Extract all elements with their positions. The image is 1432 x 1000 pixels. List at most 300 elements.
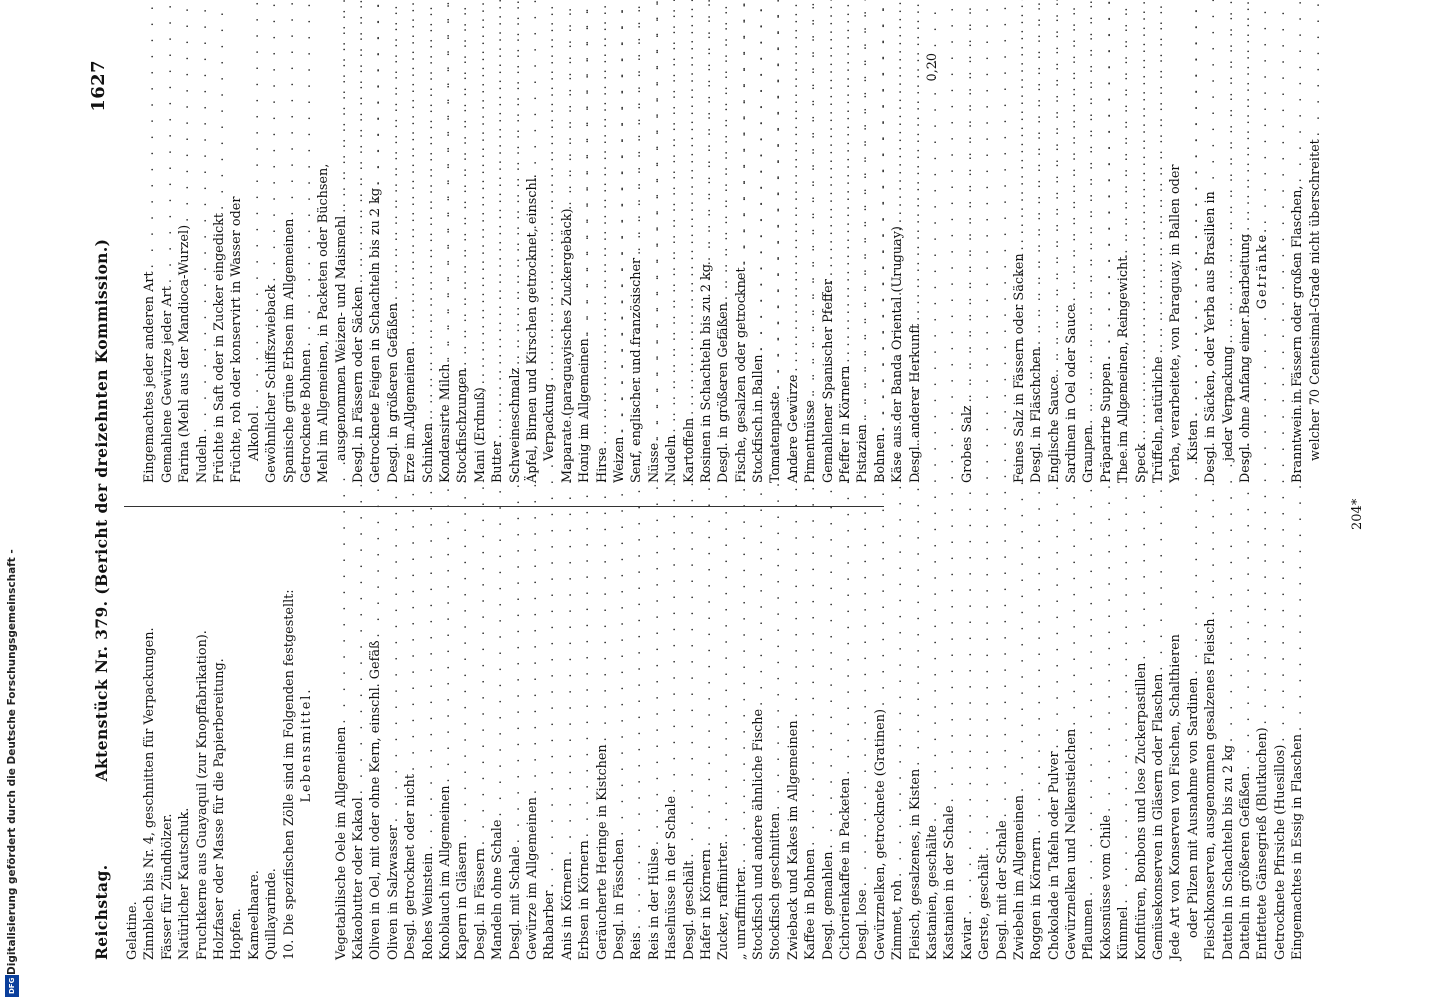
leader-dots (333, 0, 350, 213)
row-label: Desgl. geschält (681, 860, 697, 960)
leader-dots (402, 0, 419, 345)
table-row (541, 530, 558, 960)
table-row (194, 530, 211, 960)
row-label: Kisten (1185, 419, 1201, 461)
table-row (472, 53, 489, 483)
table-row (750, 53, 767, 483)
row-label: Yerba, verarbeitete, von Paraguay, in Ballen oder (1168, 164, 1184, 483)
table-row (246, 530, 263, 960)
leader-dots (1307, 0, 1324, 136)
leader-dots (767, 0, 784, 389)
table-row (924, 53, 941, 483)
table-row (420, 53, 437, 483)
leader-dots (628, 0, 645, 255)
row-label: Mandeln ohne Schale (490, 819, 506, 960)
row-label: Anis in Körnern (559, 858, 575, 960)
table-row (333, 530, 350, 960)
row-label: Sardinen in Oel oder Sauce (1064, 304, 1080, 483)
table-row (646, 53, 663, 483)
row-label: Thee im Allgemeinen, Reingewicht (1116, 256, 1132, 483)
leader-dots (1080, 0, 1097, 424)
row-value: 0,20 (924, 53, 940, 82)
table-row (141, 53, 158, 483)
row-label: Bohnen (872, 433, 888, 483)
table-row (1272, 530, 1289, 960)
row-label: Verpackung (542, 383, 558, 461)
row-label: oder Pilzen mit Ausnahme von Sardinen (1185, 677, 1201, 938)
leader-dots (1046, 0, 1063, 373)
row-label: Schinken (420, 422, 436, 483)
leader-dots (889, 0, 906, 223)
row-label: Gewöhnlicher Schiffszwieback (264, 284, 280, 483)
row-label: Kakaobutter oder Kakaol (351, 797, 367, 960)
row-label: Desgl. ohne Anfang einer Bearbeitung (1238, 233, 1253, 483)
row-label: Rohes Weinstein (420, 852, 436, 960)
row-label: Feines Salz in Fässern oder Säcken (1011, 253, 1027, 483)
table-row (1133, 53, 1150, 483)
table-row (1220, 530, 1237, 960)
table-row (176, 53, 193, 483)
row-label: Präparirte Suppen (1098, 362, 1114, 483)
table-row (1011, 530, 1028, 960)
row-label: Gemüsekonserven in Gläsern oder Flaschen (1151, 673, 1167, 960)
table-row (733, 53, 750, 483)
table-row (159, 53, 176, 483)
digitization-sidebar (0, 0, 30, 1000)
table-row (1202, 53, 1219, 483)
table-row (1150, 53, 1167, 483)
row-label: Zinnblech bis Nr. 4, geschnitten für Verpackungen. (142, 627, 158, 960)
row-label: Reis in der Hülse (646, 848, 662, 960)
table-row (994, 53, 1011, 483)
leader-dots (385, 0, 402, 300)
table-row (750, 530, 767, 960)
table-row (437, 530, 454, 960)
leader-dots (907, 0, 924, 321)
leader-dots (298, 0, 315, 346)
table-row (994, 530, 1011, 960)
leader-dots (681, 0, 698, 415)
table-row (524, 53, 541, 483)
row-label: Fleischkonserven, ausgenommen gesalzenes Fleisch (1203, 618, 1219, 960)
row-label: Desgl. in Fässchen (611, 838, 627, 960)
row-label: Kaviar (959, 917, 975, 960)
table-row (785, 530, 802, 960)
table-row (228, 53, 245, 483)
table-row (454, 53, 471, 483)
row-label: Roggen in Körnern (1029, 836, 1045, 960)
leader-dots (715, 0, 732, 300)
leader-dots (1063, 0, 1080, 301)
table-row (611, 530, 628, 960)
row-label: Natürlicher Kautschuk. (177, 807, 193, 960)
table-row (367, 530, 384, 960)
table-row (263, 530, 280, 960)
table-row (1046, 53, 1063, 483)
column-divider (124, 506, 884, 507)
row-label: jeder Verpackung (1220, 346, 1236, 461)
row-label: Alkohol (246, 412, 262, 461)
row-label: Kaffee in Bohnen (803, 848, 819, 960)
table-row (541, 53, 558, 483)
row-label: Schweineschmalz (507, 367, 523, 483)
table-row (976, 530, 993, 960)
leader-dots (576, 0, 593, 335)
row-label: Hopfen. (229, 908, 245, 960)
leader-dots (246, 0, 263, 409)
table-row (402, 53, 419, 483)
row-label: Graupen (1081, 426, 1097, 483)
row-label: Käse aus der Banda Oriental (Uruguay) (890, 226, 906, 483)
table-row (872, 530, 889, 960)
row-label: Andere Gewürze (785, 374, 801, 483)
table-row (263, 53, 280, 483)
row-label: Spanische grüne Erbsen im Allgemeinen (281, 218, 297, 483)
table-row (820, 530, 837, 960)
leader-dots (507, 0, 524, 365)
table-row (281, 530, 298, 960)
table-row (767, 530, 784, 960)
table-row (976, 53, 993, 483)
row-label: Stockfisch und andere ähnliche Fische (751, 708, 767, 960)
leader-dots (211, 0, 228, 210)
leader-dots (854, 0, 871, 421)
row-label: Desgl. in Fässern oder Säcken (351, 286, 367, 483)
table-row (1080, 530, 1097, 960)
table-row (663, 530, 680, 960)
row-label: Quillayarinde. (264, 868, 280, 960)
row-label: Rhabarber (542, 890, 558, 960)
table-row (698, 53, 715, 483)
table-row (1307, 53, 1324, 483)
row-label: Weizen (611, 436, 627, 483)
table-row (246, 53, 263, 483)
table-row (489, 53, 506, 483)
table-row (698, 530, 715, 960)
table-row (854, 53, 871, 483)
row-label: Mehl im Allgemeinen, in Packeten oder Büchsen, (316, 163, 332, 483)
row-label: Tomatenpaste (768, 391, 784, 483)
leader-dots (1220, 0, 1237, 343)
row-label: ausgenommen Weizen- und Maismehl (333, 215, 349, 461)
row-label: Getränke. (1255, 226, 1271, 310)
table-row (907, 530, 924, 960)
leader-dots (1150, 0, 1167, 353)
table-row (802, 53, 819, 483)
row-label: Trüffeln, natürliche (1151, 356, 1167, 483)
leader-dots (1098, 0, 1115, 360)
row-label: Erbsen in Körnern (577, 840, 593, 960)
table-row (1133, 530, 1150, 960)
table-row (663, 53, 680, 483)
row-label: Desgl. in Fässern (472, 848, 488, 960)
row-label: Desgl. in größeren Gefäßen (716, 303, 732, 483)
header-left: Reichstag. (92, 864, 111, 960)
leader-dots (420, 0, 437, 420)
table-row (1185, 530, 1202, 960)
dfg-logo: DFG (5, 975, 19, 997)
table-row (367, 53, 384, 483)
table-row (350, 53, 367, 483)
leader-dots (802, 0, 819, 397)
table-row (385, 53, 402, 483)
table-row (959, 53, 976, 483)
table-row (959, 530, 976, 960)
row-label: Kastanien in der Schale (942, 805, 958, 960)
row-label: Getrocknete Feigen in Schachteln bis zu 2 kg (368, 187, 384, 483)
table-row (872, 53, 889, 483)
table-row (802, 530, 819, 960)
table-row (1167, 530, 1184, 960)
row-label: Datteln in Schachteln bis zu 2 kg (1220, 744, 1236, 960)
row-label: Stockfisch geschnitten (768, 812, 784, 960)
table-row (176, 530, 193, 960)
table-row (1011, 53, 1028, 483)
table-row (333, 53, 350, 483)
row-label: Erze im Allgemeinen (403, 347, 419, 483)
table-row (1254, 530, 1271, 960)
table-row (298, 53, 315, 483)
row-label: Lebensmittel. (298, 687, 314, 803)
row-label: Jede Art von Konserven von Fischen, Schalthieren (1168, 634, 1184, 960)
row-label: Eingemachtes in Essig in Flaschen (1290, 734, 1306, 960)
table-row (350, 530, 367, 960)
table-row (524, 530, 541, 960)
table-row (1080, 53, 1097, 483)
table-row (681, 530, 698, 960)
leader-dots (176, 0, 193, 222)
row-label: Zimmet, roh (890, 879, 906, 960)
row-label: Eingemachtes jeder anderen Art (142, 271, 158, 483)
row-label: Vegetabilische Oele im Allgemeinen (333, 726, 349, 960)
table-row (437, 53, 454, 483)
row-label: Fische, gesalzen oder getrocknet (733, 267, 749, 483)
leader-dots (646, 0, 663, 440)
row-label: Cichorienkaffee in Packeten (838, 777, 854, 960)
table-row (1150, 530, 1167, 960)
leader-dots (472, 0, 489, 384)
row-label: Gemahlene Gewürze jeder Art (159, 286, 175, 483)
table-row (1098, 53, 1115, 483)
row-label: Äpfel, Birnen und Kirschen getrocknet, einschl. (524, 174, 540, 483)
row-label: Gemahlener Spanischer Pfeffer (820, 279, 836, 483)
leader-dots (1011, 0, 1028, 250)
table-row (194, 53, 211, 483)
leader-dots (454, 0, 471, 366)
table-row (1028, 53, 1045, 483)
leader-dots (437, 0, 454, 361)
row-label: Früchte in Saft oder in Zucker eingedickt (211, 212, 227, 483)
table-row (124, 530, 141, 960)
table-row (559, 53, 576, 483)
table-row (820, 53, 837, 483)
leader-dots (837, 0, 854, 363)
table-row (141, 530, 158, 960)
table-row (420, 530, 437, 960)
row-label: „ unraffinirter. (733, 865, 749, 960)
table-row (1272, 53, 1289, 483)
row-label: Pflaumen (1081, 899, 1097, 960)
row-label: Fässer für Zündhölzer. (159, 813, 175, 960)
row-label: Zwieback und Kakes im Allgemeinen (785, 720, 801, 960)
table-row (507, 530, 524, 960)
table-row (298, 530, 315, 960)
leader-dots (1133, 0, 1150, 441)
row-label: Pistazien (855, 424, 871, 483)
table-row (1237, 53, 1254, 483)
row-label: Rosinen in Schachteln bis zu 2 kg (698, 264, 714, 483)
row-label: Kondensirte Milch (438, 363, 454, 483)
row-label: Nudeln (194, 435, 210, 483)
row-label: Zucker, raffinirter. (716, 840, 732, 960)
sidebar-text: Digitalisierung gefördert durch die Deutsche Forschungsgemeinschaft - (6, 549, 18, 975)
row-label: Datteln in größeren Gefäßen (1238, 772, 1253, 960)
row-label: Desgl. gemahlen (820, 851, 836, 960)
leader-dots (281, 0, 298, 216)
table-row (715, 53, 732, 483)
table-row (1115, 53, 1132, 483)
leader-dots (733, 0, 750, 264)
leader-dots (785, 0, 802, 372)
table-row (594, 530, 611, 960)
row-label: Pimentnüsse (803, 400, 819, 483)
table-row (628, 53, 645, 483)
page-number: 1627 (88, 60, 109, 112)
table-row (576, 530, 593, 960)
table-row (1063, 530, 1080, 960)
row-label: Honig im Allgemeinen (577, 338, 593, 483)
leader-dots (1115, 0, 1132, 254)
table-row (159, 530, 176, 960)
table-row (559, 530, 576, 960)
row-label: Desgl. anderer Herkunft (907, 323, 923, 483)
header-title: Aktenstück Nr. 379. (Bericht der dreizehnten Kommission.) (92, 238, 111, 782)
row-label: Gewürznelken und Nelkenstielchen (1064, 728, 1080, 960)
table-row (1167, 53, 1184, 483)
table-row (785, 53, 802, 483)
leader-dots (350, 0, 367, 283)
row-label: Maparate (paraguayisches Zuckergebäck) (559, 208, 575, 483)
leader-dots (872, 0, 889, 431)
leader-dots (750, 0, 767, 351)
leader-dots (367, 0, 384, 185)
table-row (576, 53, 593, 483)
table-row (1046, 530, 1063, 960)
row-label: Stockfischzungen (455, 368, 471, 483)
table-row (941, 530, 958, 960)
row-label: Desgl. in Fläschchen (1029, 347, 1045, 483)
table-row (889, 530, 906, 960)
row-label: welcher 70 Centesimal-Grade nicht überschreitet (1307, 139, 1323, 461)
table-row (454, 530, 471, 960)
row-label: Gewürze im Allgemeinen (524, 797, 540, 960)
leader-dots (489, 0, 506, 438)
table-row (837, 53, 854, 483)
table-row (1063, 53, 1080, 483)
table-row (489, 530, 506, 960)
row-label: Hirse (594, 447, 610, 483)
table-row (1254, 53, 1271, 483)
row-label: Desgl. in Säcken, oder Yerba aus Brasilien in (1203, 191, 1219, 483)
row-label: Knoblauch im Allgemeinen (438, 785, 454, 960)
table-row (124, 53, 141, 483)
table-row (315, 530, 332, 960)
leader-dots (194, 0, 211, 432)
row-label: Gelatine. (125, 901, 140, 960)
table-row (767, 53, 784, 483)
leader-dots (698, 0, 715, 261)
leader-dots (663, 0, 680, 432)
row-label: Farina (Mehl aus der Mandioca-Wurzel) (177, 224, 193, 483)
table-row (611, 53, 628, 483)
row-label: Früchte, roh oder konservirt in Wasser oder (229, 196, 245, 483)
row-label: Zwiebeln im Allgemeinen (1011, 794, 1027, 960)
table-row (1028, 530, 1045, 960)
table-row (472, 530, 489, 960)
table-row (941, 53, 958, 483)
row-label: Branntwein in Fässern oder großen Flaschen, (1290, 185, 1306, 483)
row-label: Entfettete Gänsegrieß (Blutkuchen) (1255, 727, 1271, 960)
table-row (402, 530, 419, 960)
row-label: Holzfaser oder Masse für die Papierbereitung. (211, 658, 227, 960)
table-row (1202, 530, 1219, 960)
row-label: Gerste, geschält (977, 854, 993, 960)
table-row (594, 53, 611, 483)
row-label: Kümmel (1116, 906, 1132, 960)
row-label: Desgl. in größeren Gefäßen (385, 303, 401, 483)
row-label: Kapern in Gläsern (455, 841, 471, 960)
row-label: Desgl. getrocknet oder nicht (403, 773, 419, 960)
row-label: Pfeffer in Körnern (838, 365, 854, 483)
table-row (1098, 530, 1115, 960)
leader-dots (159, 0, 176, 283)
row-label: Gewürznelken, getrocknete (Gratinen) (872, 709, 888, 960)
table-row (628, 530, 645, 960)
table-row (1237, 530, 1254, 960)
table-row (715, 530, 732, 960)
leader-dots (611, 0, 628, 434)
row-label: Desgl. mit der Schale (994, 820, 1010, 960)
table-row (211, 530, 228, 960)
leader-dots (541, 0, 558, 381)
row-label: Butter (490, 441, 506, 483)
table-row (385, 530, 402, 960)
row-label: Oliven in Salzwasser (385, 825, 401, 960)
left-column (124, 530, 1307, 960)
row-label: Geräucherte Heringe in Kistchen (594, 744, 610, 960)
row-label: Hafer in Körnern (698, 849, 714, 960)
table-row (281, 53, 298, 483)
row-label: Getrocknete Bohnen (298, 349, 314, 483)
row-label: Nudeln (664, 435, 680, 483)
row-label: Haselnüsse in der Schale (664, 795, 680, 960)
row-label: Reis (629, 932, 645, 960)
row-label: Stockfisch in Ballen (751, 354, 767, 483)
leader-dots (1028, 0, 1045, 345)
row-label: Kartoffeln (681, 417, 697, 483)
table-row (1220, 53, 1237, 483)
row-label: Desgl. mit Schale (507, 846, 523, 960)
leader-dots (820, 0, 837, 276)
row-label: Kameelhaare. (246, 870, 262, 960)
leader-dots (594, 0, 611, 444)
table-row (681, 53, 698, 483)
row-label: Oliven in Oel, mit oder ohne Kern, einschl. Gefäß (368, 640, 384, 960)
row-label: Getrocknete Pfirsiche (Huesillos) (1272, 744, 1288, 960)
row-label: 10. Die spezifischen Zölle sind im Folgenden festgestellt: (281, 589, 297, 960)
table-row (507, 53, 524, 483)
row-label: Mani (Erdnuß) (472, 387, 488, 483)
